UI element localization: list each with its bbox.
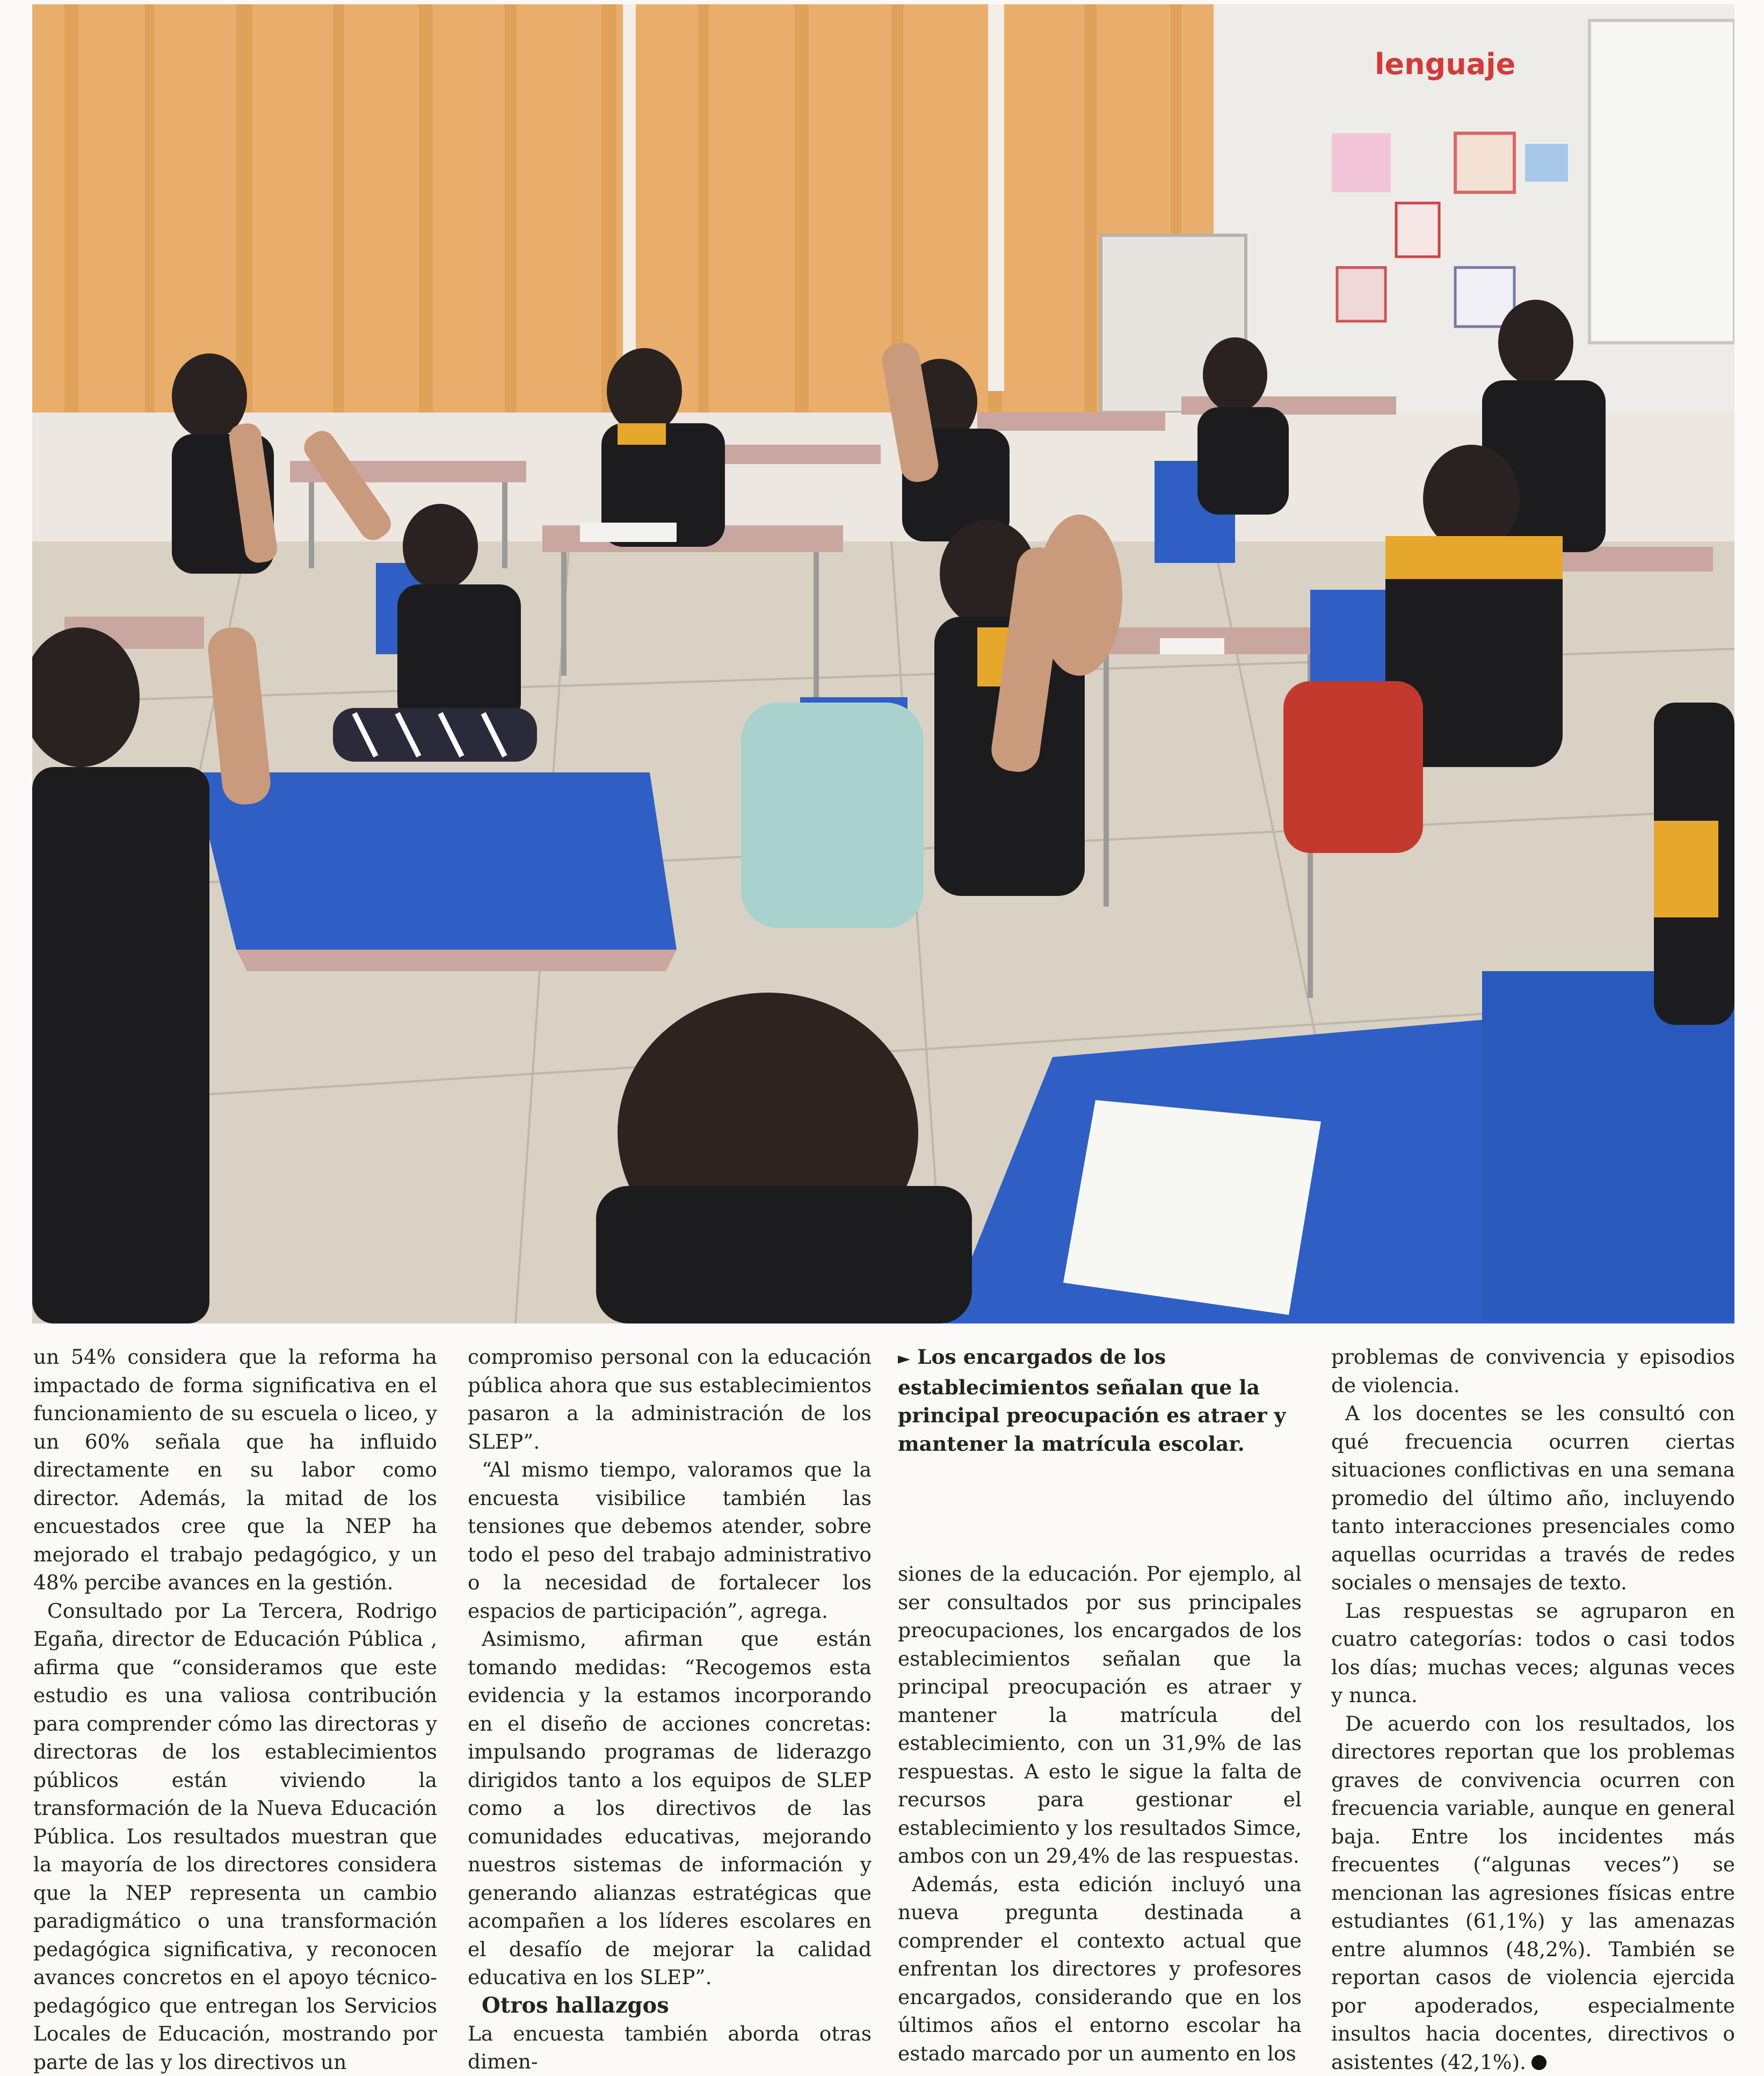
article-paragraph: siones de la educación. Por ejemplo, al ser consultados por sus principales preocupaciones, los encargados de los establecimientos señalan que la principal preocupación es atraer y mantener la matrícula del establecimiento, con un 31,9% de las respuestas. A esto le sigue la falta de recursos para gestionar el establecimiento y los resultados Simce, ambos con un 29,4% de las respuestas. — [898, 1560, 1302, 1870]
pull-quote-arrow-icon: ► — [898, 1349, 910, 1368]
article-column-3 — [898, 1343, 1302, 2067]
end-mark-icon — [1531, 2055, 1547, 2070]
article-column-4 — [1331, 1343, 1735, 2076]
backpack — [741, 703, 924, 928]
article-column-1 — [33, 1343, 437, 2076]
classroom-illustration — [32, 4, 1734, 1323]
article-paragraph: “Al mismo tiempo, valoramos que la encuesta visibilice también las tensiones que debemos atender, sobre todo el peso del trabajo administrativo o la necesidad de fortalecer los espacios de participación”, agrega. — [468, 1456, 872, 1625]
article-paragraph — [1331, 1710, 1735, 2076]
article-paragraph: problemas de convivencia y episodios de violencia. — [1331, 1343, 1735, 1399]
wall-sign: lenguaje — [1375, 47, 1515, 81]
article-paragraph-text: De acuerdo con los resultados, los directores reportan que los problemas graves de convivencia ocurren con frecuencia variable, aunque en general baja. Entre los incidentes más frecuentes (“algunas veces”) se mencionan las agresiones físicas entre estudiantes (61,1%) y las amenazas entre alumnos (48,2%). También se reportan casos de violencia ejercida por apoderados, especialmente insultos hacia docentes, directivos o asistentes (42,1%). — [1331, 1712, 1735, 2074]
classroom-photo — [32, 4, 1734, 1323]
article-column-2 — [468, 1343, 872, 2076]
pull-quote — [898, 1343, 1302, 1560]
section-subhead: Otros hallazgos — [468, 1992, 872, 2020]
article-paragraph: Asimismo, afirman que están tomando medidas: “Recogemos esta evidencia y la estamos incorporando en el diseño de acciones concretas: impulsando programas de liderazgo dirigidos tanto a los equipos de SLEP como a los directivos de las comunidades educativas, mejorando nuestros sistemas de información y generando alianzas estratégicas que acompañen a los líderes escolares en el desafío de mejorar la calidad educativa en los SLEP”. — [468, 1625, 872, 1992]
article-paragraph: A los docentes se les consultó con qué frecuencia ocurren ciertas situaciones conflictivas en una semana promedio del último año, incluyendo tanto interacciones presenciales como aquellas ocurridas a través de redes sociales o mensajes de texto. — [1331, 1399, 1735, 1597]
article-paragraph: un 54% considera que la reforma ha impactado de forma significativa en el funcionamiento de su escuela o liceo, y un 60% señala que ha influido directamente en su labor como director. Además, la mitad de los encuestados cree que la NEP ha mejorado el trabajo pedagógico, y un 48% percibe avances en la gestión. — [33, 1343, 437, 1597]
article-paragraph: compromiso personal con la educación pública ahora que sus establecimientos pasaron a la administración de los SLEP”. — [468, 1343, 872, 1456]
article-paragraph: La encuesta también aborda otras dimen- — [468, 2020, 872, 2076]
article-paragraph: Además, esta edición incluyó una nueva pregunta destinada a comprender el contexto actual que enfrentan los directores y profesores encargados, considerando que en los últimos años el entorno escolar ha estado marcado por un aumento en los — [898, 1870, 1302, 2068]
article-paragraph: Consultado por La Tercera, Rodrigo Egaña, director de Educación Pública , afirma que “consideramos que este estudio es una valiosa contribución para comprender cómo las directoras y directoras de los establecimientos públicos están viviendo la transformación de la Nueva Educación Pública. Los resultados muestran que la mayoría de los directores considera que la NEP representa un cambio paradigmático o una transformación pedagógica significativa, y reconocen avances concretos en el apoyo técnico-pedagógico que entregan los Servicios Locales de Educación, mostrando por parte de las y los directivos un — [33, 1597, 437, 2076]
pull-quote-text: Los encargados de los establecimientos señalan que la principal preocupación es atraer y mantener la matrícula escolar. — [898, 1345, 1286, 1456]
article-paragraph: Las respuestas se agruparon en cuatro categorías: todos o casi todos los días; muchas veces; algunas veces y nunca. — [1331, 1597, 1735, 1710]
